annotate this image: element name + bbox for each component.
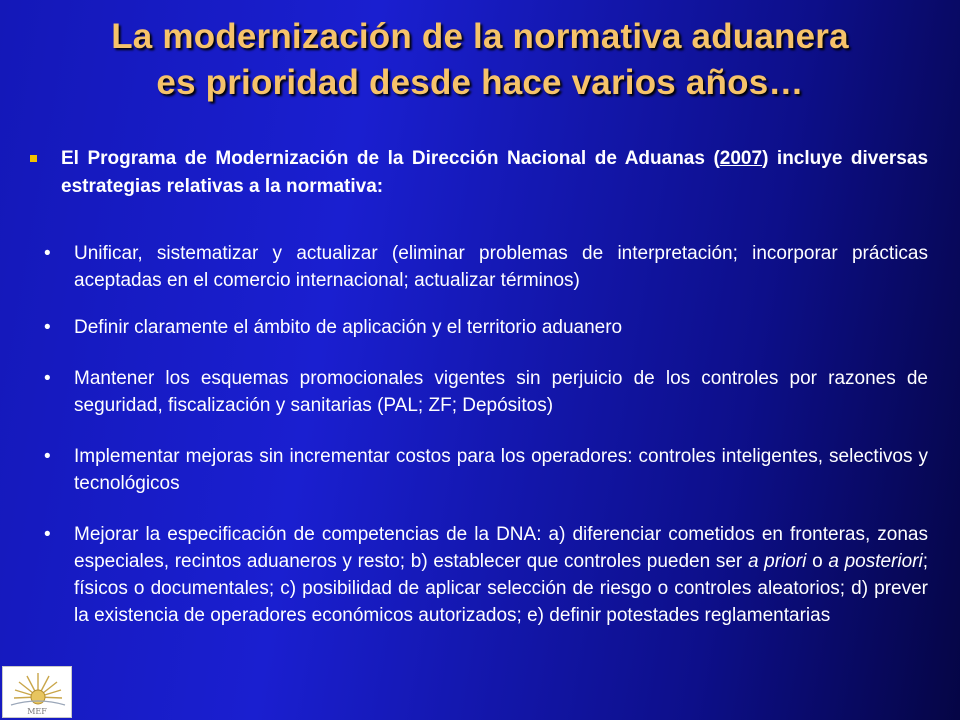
mef-logo — [2, 666, 72, 718]
intro-text — [61, 145, 928, 201]
slide-title-line-1: La modernización de la normativa aduanera — [111, 17, 849, 56]
intro-text-end: ) incluye diversas estrategias relativas a la normativa: — [61, 148, 929, 197]
bullet-item — [44, 240, 928, 294]
bullet-item — [44, 314, 928, 341]
sun-emblem-icon — [3, 667, 73, 709]
bullet-text: Unificar, sistematizar y actualizar (eliminar problemas de interpretación; incorporar prácticas aceptadas en el comercio internacional; actualizar términos) — [74, 243, 928, 291]
bullet-dot-icon: • — [44, 368, 51, 389]
intro-text-start: El Programa de Modernización de la Dirección Nacional de Aduanas ( — [61, 148, 720, 169]
bullet-dot-icon: • — [44, 317, 51, 338]
bullet-italic-term: a posteriori — [828, 551, 923, 572]
logo-text: MEF — [27, 707, 47, 716]
bullet-item — [44, 365, 928, 419]
bullet-text: Definir claramente el ámbito de aplicación y el territorio aduanero — [74, 317, 623, 338]
bullet-text-part: ; físicos o documentales; c) posibilidad de aplicar selección de riesgo o controles aleatorios; d) prever la existencia de operadores económicos autorizados; e) definir potestades reglamentarias — [74, 551, 929, 626]
bullet-text-part: Mejorar la especificación de competencias de la DNA: a) diferenciar cometidos en fronteras, zonas especiales, recintos aduaneros y resto; b) establecer que controles pueden ser — [74, 524, 928, 572]
bullet-text: Mantener los esquemas promocionales vigentes sin perjuicio de los controles por razones de seguridad, fiscalización y sanitarias (PAL; ZF; Depósitos) — [74, 368, 928, 416]
intro-paragraph — [30, 145, 928, 201]
square-bullet-icon — [30, 155, 37, 162]
bullet-dot-icon: • — [44, 524, 51, 545]
bullet-dot-icon: • — [44, 446, 51, 467]
bullet-italic-term: a priori — [747, 551, 807, 572]
bullet-list — [44, 240, 928, 629]
bullet-text: Implementar mejoras sin incrementar costos para los operadores: controles inteligentes, selectivos y tecnológicos — [74, 446, 928, 494]
bullet-item — [44, 443, 928, 497]
bullet-text-part: o — [806, 551, 829, 572]
bullet-dot-icon: • — [44, 243, 51, 264]
bullet-item — [44, 521, 928, 629]
slide-title — [0, 14, 960, 106]
slide-title-line-2: es prioridad desde hace varios años… — [156, 63, 804, 102]
bullet-text — [74, 524, 928, 626]
intro-year-link[interactable]: 2007 — [719, 148, 763, 169]
